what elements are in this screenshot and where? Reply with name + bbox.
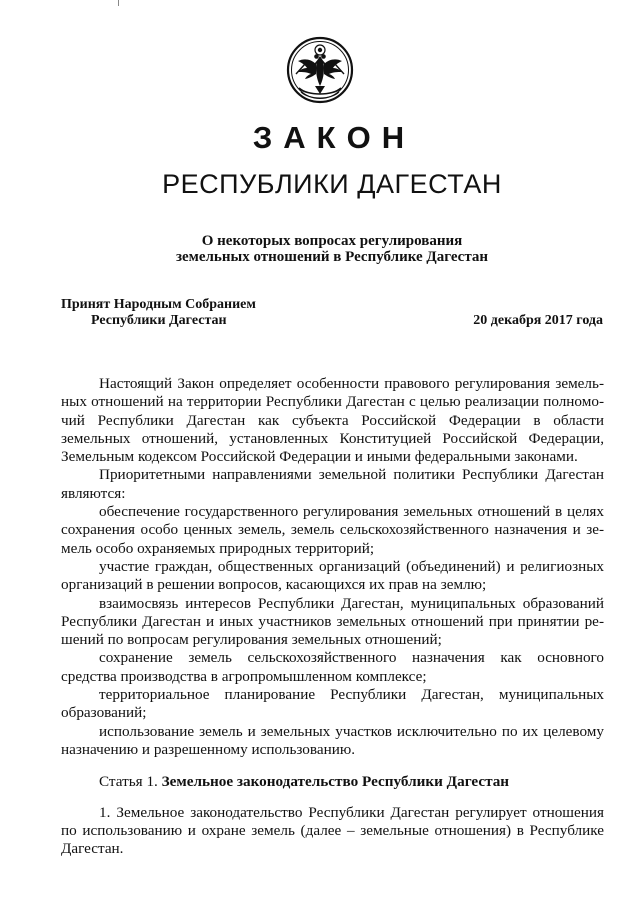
list-item: использование земель и земельных участков исключительно по их целевому назначению и разрешенному использованию.: [61, 722, 604, 758]
list-item: территориальное планирование Республики Дагестан, муниципальных образований;: [61, 686, 604, 722]
law-title: ЗАКОН: [252, 120, 416, 155]
dagestan-coat-of-arms-icon: [285, 34, 355, 106]
article-1-prefix: Статья 1.: [99, 773, 158, 791]
law-name: [0, 233, 640, 265]
law-body: [61, 375, 604, 858]
list-item: обеспечение государственного регулирования земельных отношений в целях сохранения особо ценных земель, земель сельскохозяйственного назначения и земель особо охраняемых природных территорий;: [61, 503, 604, 557]
adopted-by-line-2: Республики Дагестан: [91, 313, 227, 328]
list-item: участие граждан, общественных организаций (объединений) и религиозных организаций в решении вопросов, касающихся их прав на землю;: [61, 557, 604, 594]
article-1-heading: [61, 773, 604, 791]
law-name-line-2: земельных отношений в Республике Дагестан: [175, 249, 489, 265]
adopted-date: 20 декабря 2017 года: [473, 313, 603, 328]
scan-mark: [118, 0, 119, 6]
law-name-line-1: О некоторых вопросах регулирования: [201, 233, 463, 249]
paragraph-intro: Настоящий Закон определяет особенности правового регулирования земельных отношений на территории Республики Дагестан с целью реализации полномочий Республики Дагестан как субъекта Российской Федерации в области земельных отношений, установленных Конституцией Российской Федерации, Земельным кодексом Российской Федерации и иными федеральными законами.: [61, 375, 604, 466]
paragraph-priorities: Приоритетными направлениями земельной политики Республики Дагестан являются:: [61, 466, 604, 502]
article-1-paragraph-1: 1. Земельное законодательство Республики Дагестан регулирует отношения по использованию и охране земель (далее – земельные отношения) в Республике Дагестан.: [61, 803, 604, 858]
adopted-by-line-1: Принят Народным Собранием: [61, 297, 256, 312]
list-item: сохранение земель сельскохозяйственного назначения как основного средства производства в агропромышленном комплексе;: [61, 649, 604, 685]
list-item: взаимосвязь интересов Республики Дагестан, муниципальных образований Республики Дагестан и иных участников земельных отношений при принятии решений по вопросам регулирования земельных отношений;: [61, 594, 604, 649]
law-subtitle: РЕСПУБЛИКИ ДАГЕСТАН: [162, 169, 502, 199]
article-1-title: Земельное законодательство Республики Дагестан: [161, 773, 510, 791]
